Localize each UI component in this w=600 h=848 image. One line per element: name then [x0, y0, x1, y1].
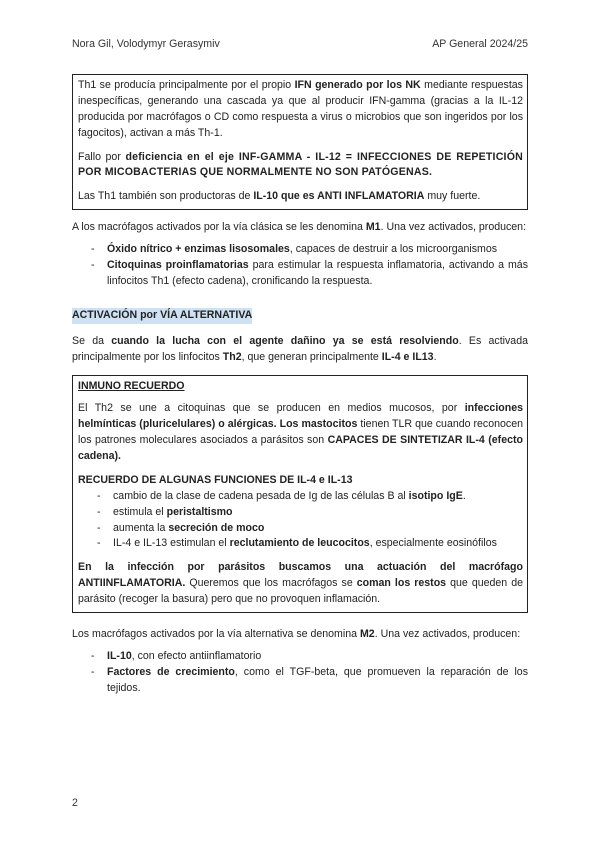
list-item: - aumenta la secreción de moco [97, 521, 523, 537]
list-item: - Citoquinas proinflamatorias para estimular la respuesta inflamatoria, activando a más linfocitos Th1 (efecto cadena), cronificando la respuesta. [91, 258, 528, 290]
header-authors: Nora Gil, Volodymyr Gerasymiv [72, 38, 220, 50]
header-course: AP General 2024/25 [432, 38, 528, 50]
list-item: - estimula el peristaltismo [97, 505, 523, 521]
m2-intro: Los macrófagos activados por la vía alternativa se denomina M2. Una vez activados, producen: [72, 628, 521, 641]
functions-subtitle: RECUERDO DE ALGUNAS FUNCIONES DE IL-4 e IL-13 [78, 473, 353, 486]
m1-products-list [72, 242, 528, 290]
il4-functions-list [78, 489, 523, 553]
il10-paragraph: Las Th1 también son productoras de IL-10 que es ANTI INFLAMATORIA muy fuerte. [78, 190, 481, 203]
page-content [72, 74, 528, 697]
th2-paragraph: El Th2 se une a citoquinas que se producen en medios mucosos, por infecciones helmínticas (pluricelulares) o alérgicas. Los mastocitos tienen TLR que cuando reconocen los patrones moleculares asociados a parásitos son CAPACES DE SINTETIZAR IL-4 (efecto cadena). [78, 402, 523, 463]
alt-intro: Se da cuando la lucha con el agente dañino ya se está resolviendo. Es activada principalmente por los linfocitos Th2, que generan principalmente IL-4 e IL13. [72, 334, 528, 363]
list-item: - cambio de la clase de cadena pesada de Ig de las células B al isotipo IgE. [97, 489, 523, 505]
failure-paragraph: Fallo por deficiencia en el eje INF-GAMMA - IL-12 = INFECCIONES DE REPETICIÓN POR MICOBACTERIAS QUE NORMALMENTE NO SON PATÓGENAS. [78, 150, 523, 179]
list-item: - IL-4 e IL-13 estimulan el reclutamiento de leucocitos, especialmente eosinófilos [97, 536, 523, 552]
box-title: INMUNO RECUERDO [78, 380, 185, 393]
th1-paragraph: Th1 se producía principalmente por el propio IFN generado por los NK mediante respuestas inespecíficas, generando una cascada ya que al producir IFN-gamma (gracias a la IL-12 producida por macrófagos o CD como respuesta a virus o microbios que son ingeridos por los fagocitos), activan a más Th-1. [78, 79, 523, 139]
parasite-paragraph: En la infección por parásitos buscamos una actuación del macrófago ANTIINFLAMATORIA. Queremos que los macrófagos se coman los restos que queden de parásito (recoger la basura) pero que no provoquen inflamación. [78, 561, 523, 606]
list-item: - Factores de crecimiento, como el TGF-beta, que promueven la reparación de los tejidos. [91, 665, 528, 697]
list-item: - Óxido nítrico + enzimas lisosomales, capaces de destruir a los microorganismos [91, 242, 528, 258]
inmuno-recuerdo-box [72, 375, 528, 613]
th1-note-box [72, 74, 528, 210]
m2-products-list [72, 649, 528, 697]
list-item: - IL-10, con efecto antiinflamatorio [91, 649, 528, 665]
section-title: ACTIVACIÓN por VÍA ALTERNATIVA [72, 308, 252, 324]
m1-intro: A los macrófagos activados por la vía clásica se les denomina M1. Una vez activados, producen: [72, 221, 527, 234]
page-number: 2 [72, 797, 78, 809]
